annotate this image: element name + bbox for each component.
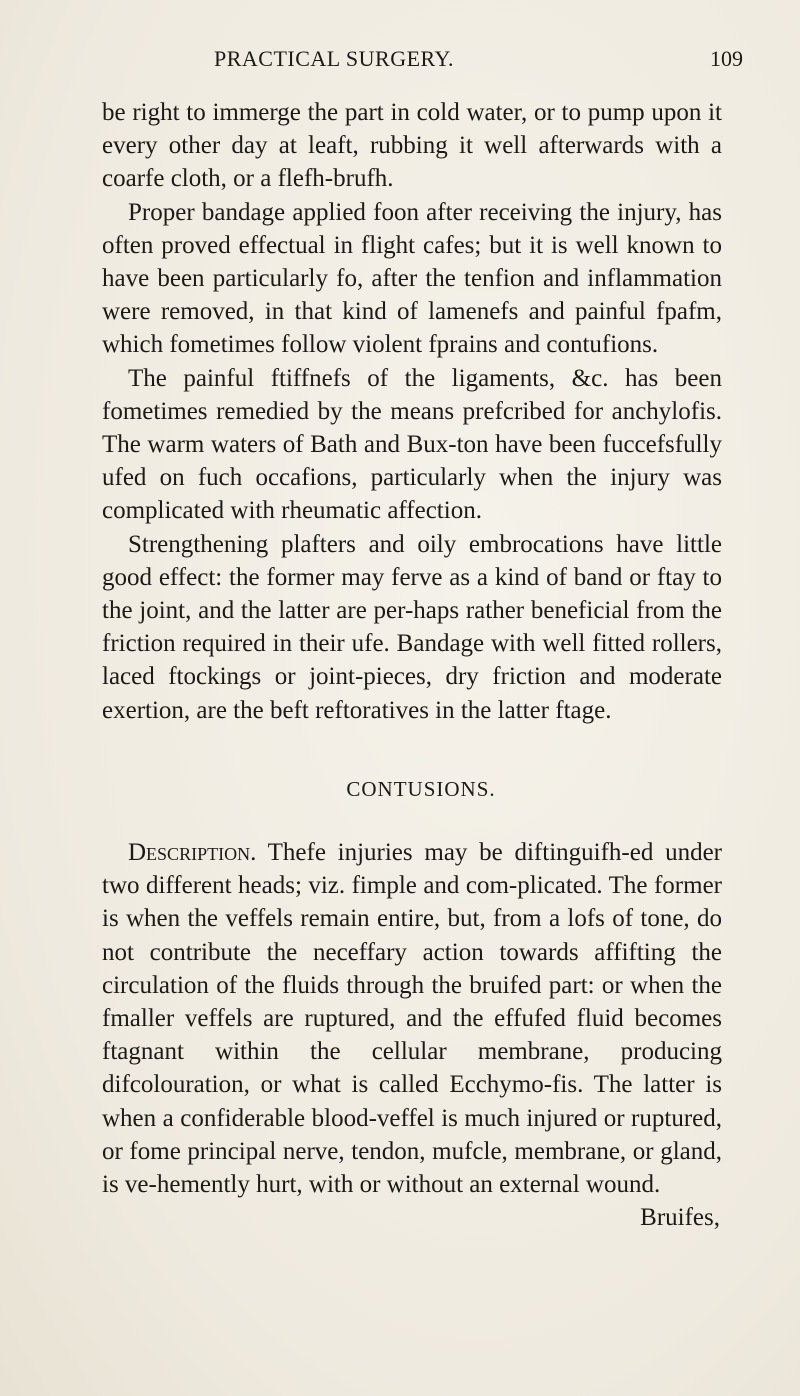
running-title: PRACTICAL SURGERY. [214,46,455,71]
body-text [102,96,722,1235]
page-number: 109 [710,46,743,71]
catchword: Bruifes, [640,1204,720,1232]
description-lead: Description. [128,839,257,867]
paragraph-bandage: Proper bandage applied foon after receiving the injury, has often proved effectual in flight cafes; but it is well known to have been particularly fo, after the tenfion and inflammation were removed, in that kind of lamenefs and painful fpafm, which fometimes follow violent fprains and contufions. [102,198,722,359]
paragraph-stiffness: The painful ftiffnefs of the ligaments, &c. has been fometimes remedied by the means prefcribed for anchylofis. The warm waters of Bath and Bux-ton have been fuccefsfully ufed on fuch occafions, particularly when the injury was complicated with rheumatic affection. [102,364,722,525]
section-heading-contusions: CONTUSIONS. [346,776,496,801]
paragraph-description [102,836,722,1201]
paragraph-cold-water: be right to immerge the part in cold water, or to pump upon it every other day at leaft, rubbing it well afterwards with a coarfe cloth, or a flefh-brufh. [102,99,722,193]
description-text: Thefe injuries may be diftinguifh-ed under two different heads; viz. fimple and com-plicated. The former is when the veffels remain entire, but, from a lofs of tone, do not contribute the neceffary action towards affifting the circulation of the fluids through the bruifed part: or when the fmaller veffels are ruptured, and the effufed fluid becomes ftagnant within the cellular membrane, producing difcolouration, or what is called Ecchymo-fis. The latter is when a confiderable blood-veffel is much injured or ruptured, or fome principal nerve, tendon, mufcle, membrane, or gland, is ve-hemently hurt, with or without an external wound. [102,839,722,1199]
paragraph-plasters: Strengthening plafters and oily embrocations have little good effect: the former may ferve as a kind of band or ftay to the joint, and the latter are per-haps rather beneficial from the friction required in their ufe. Bandage with well fitted rollers, laced ftockings or joint-pieces, dry friction and moderate exertion, are the beft reftoratives in the latter ftage. [102,530,722,724]
